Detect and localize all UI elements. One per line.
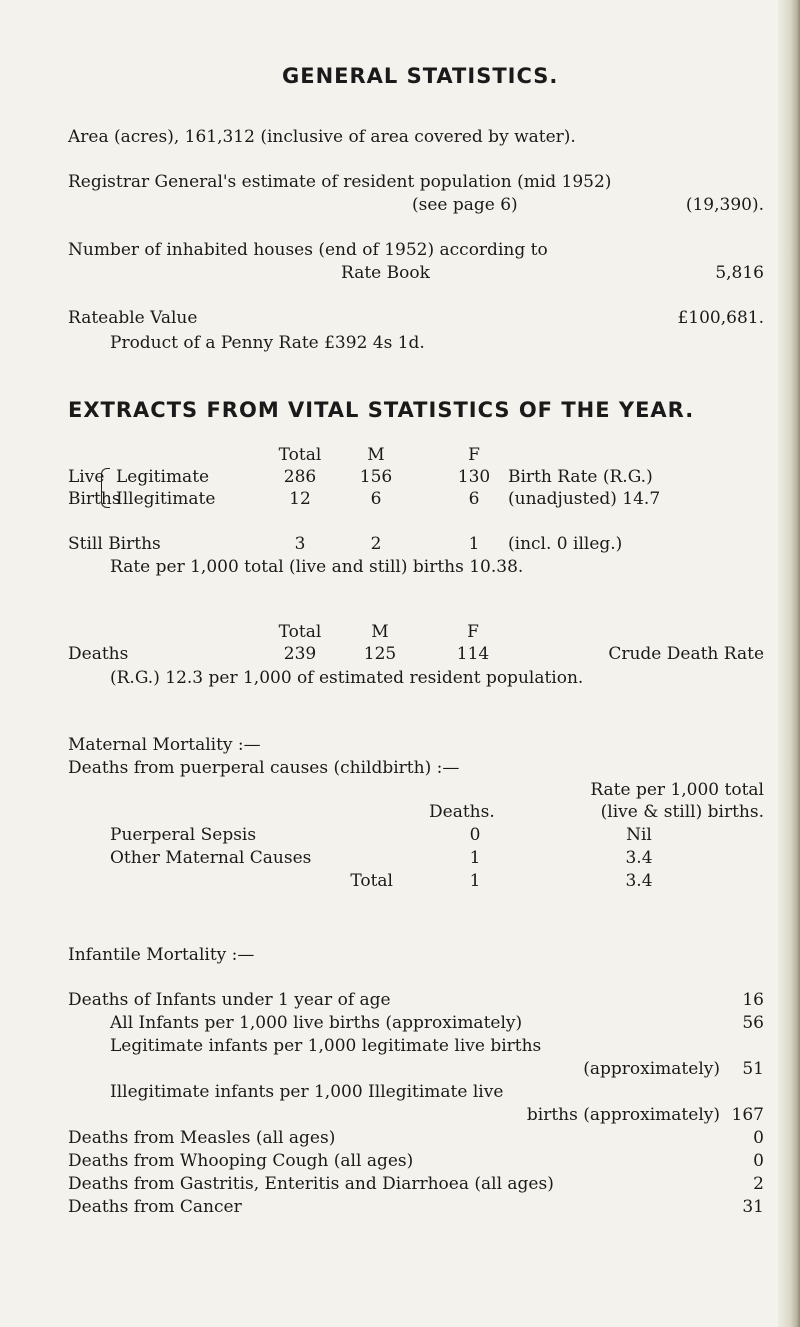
infantile-row-value: 16: [742, 990, 764, 1010]
infantile-row-value: 0: [753, 1128, 764, 1148]
infantile-row-label: Deaths of Infants under 1 year of age: [68, 990, 391, 1010]
page-edge-shadow: [778, 0, 800, 1327]
infantile-row-label: Deaths from Cancer: [68, 1197, 242, 1217]
population-line: Registrar General's estimate of resident population (mid 1952): [68, 172, 612, 192]
houses-line: Number of inhabited houses (end of 1952) according to: [68, 240, 548, 260]
infantile-row-label: Illegitimate infants per 1,000 Illegitimate live: [110, 1082, 504, 1102]
page-title: GENERAL STATISTICS.: [282, 64, 559, 88]
infantile-row-value: 51: [742, 1059, 764, 1079]
infantile-row-label: Legitimate infants per 1,000 legitimate live births: [110, 1036, 542, 1056]
maternal-intro: Deaths from puerperal causes (childbirth) :—: [68, 758, 460, 778]
birth-rate-label: Birth Rate (R.G.): [508, 467, 653, 487]
still-births-label: Still Births: [68, 534, 161, 554]
deaths-col-total: Total: [278, 622, 322, 642]
extracts-heading: EXTRACTS FROM VITAL STATISTICS OF THE YEAR.: [68, 398, 695, 422]
maternal-col-deaths: Deaths.: [429, 802, 495, 822]
houses-value: 5,816: [715, 263, 764, 283]
legitimate-f: 130: [457, 467, 491, 487]
infantile-row-label: All Infants per 1,000 live births (approximately): [110, 1013, 523, 1033]
still-births-rate: Rate per 1,000 total (live and still) births 10.38.: [110, 557, 524, 577]
deaths-col-f: F: [467, 622, 479, 642]
maternal-row-rate: Nil: [626, 825, 652, 845]
infantile-row-label: Deaths from Gastritis, Enteritis and Diarrhoea (all ages): [68, 1174, 554, 1194]
maternal-row-deaths: 1: [469, 848, 481, 868]
illegitimate-label: Illegitimate: [116, 489, 216, 509]
infantile-row-value: 56: [742, 1013, 764, 1033]
deaths-m: 125: [363, 644, 397, 664]
maternal-row-deaths: 0: [469, 825, 481, 845]
births-col-m: M: [367, 445, 385, 465]
infantile-row-value: 31: [742, 1197, 764, 1217]
infantile-row-value: 2: [753, 1174, 764, 1194]
infantile-row-label: Deaths from Measles (all ages): [68, 1128, 336, 1148]
births-col-total: Total: [278, 445, 322, 465]
area-line: Area (acres), 161,312 (inclusive of area covered by water).: [68, 127, 576, 147]
infantile-row-value: 167: [731, 1105, 764, 1125]
maternal-total-label: Total: [350, 871, 393, 891]
death-rate-line: (R.G.) 12.3 per 1,000 of estimated resident population.: [110, 668, 584, 688]
population-value: (19,390).: [685, 195, 764, 215]
maternal-col-rate-2: (live & still) births.: [600, 802, 764, 822]
illegitimate-m: 6: [370, 489, 382, 509]
deaths-col-m: M: [371, 622, 389, 642]
birth-rate-value: (unadjusted) 14.7: [508, 489, 661, 509]
live-label: Live: [68, 467, 105, 487]
still-births-total: 3: [294, 534, 306, 554]
legitimate-m: 156: [359, 467, 393, 487]
still-births-note: (incl. 0 illeg.): [508, 534, 623, 554]
deaths-f: 114: [456, 644, 490, 664]
maternal-row-label: Other Maternal Causes: [110, 848, 312, 868]
crude-death-rate-label: Crude Death Rate: [608, 644, 764, 664]
births-label: Births: [68, 489, 121, 509]
still-births-m: 2: [370, 534, 382, 554]
maternal-total-deaths: 1: [469, 871, 481, 891]
legitimate-label: Legitimate: [116, 467, 210, 487]
deaths-label: Deaths: [68, 644, 129, 664]
maternal-col-rate-1: Rate per 1,000 total: [590, 780, 764, 800]
infantile-row-value: 0: [753, 1151, 764, 1171]
maternal-heading: Maternal Mortality :—: [68, 735, 261, 755]
maternal-row-rate: 3.4: [625, 848, 653, 868]
illegitimate-total: 12: [289, 489, 311, 509]
population-see-page: (see page 6): [412, 195, 518, 215]
brace-bracket: [101, 468, 110, 508]
legitimate-total: 286: [283, 467, 317, 487]
infantile-row-label-cont: births (approximately): [526, 1105, 720, 1125]
still-births-f: 1: [468, 534, 480, 554]
penny-rate-line: Product of a Penny Rate £392 4s 1d.: [110, 333, 425, 353]
rateable-value-label: Rateable Value: [68, 308, 198, 328]
deaths-total: 239: [283, 644, 317, 664]
illegitimate-f: 6: [468, 489, 480, 509]
births-col-f: F: [468, 445, 480, 465]
infantile-row-label-cont: (approximately): [583, 1059, 720, 1079]
rateable-value: £100,681.: [677, 308, 764, 328]
maternal-row-label: Puerperal Sepsis: [110, 825, 257, 845]
infantile-row-label: Deaths from Whooping Cough (all ages): [68, 1151, 414, 1171]
houses-rate-book: Rate Book: [341, 263, 430, 283]
infantile-heading: Infantile Mortality :—: [68, 945, 255, 965]
maternal-total-rate: 3.4: [625, 871, 653, 891]
